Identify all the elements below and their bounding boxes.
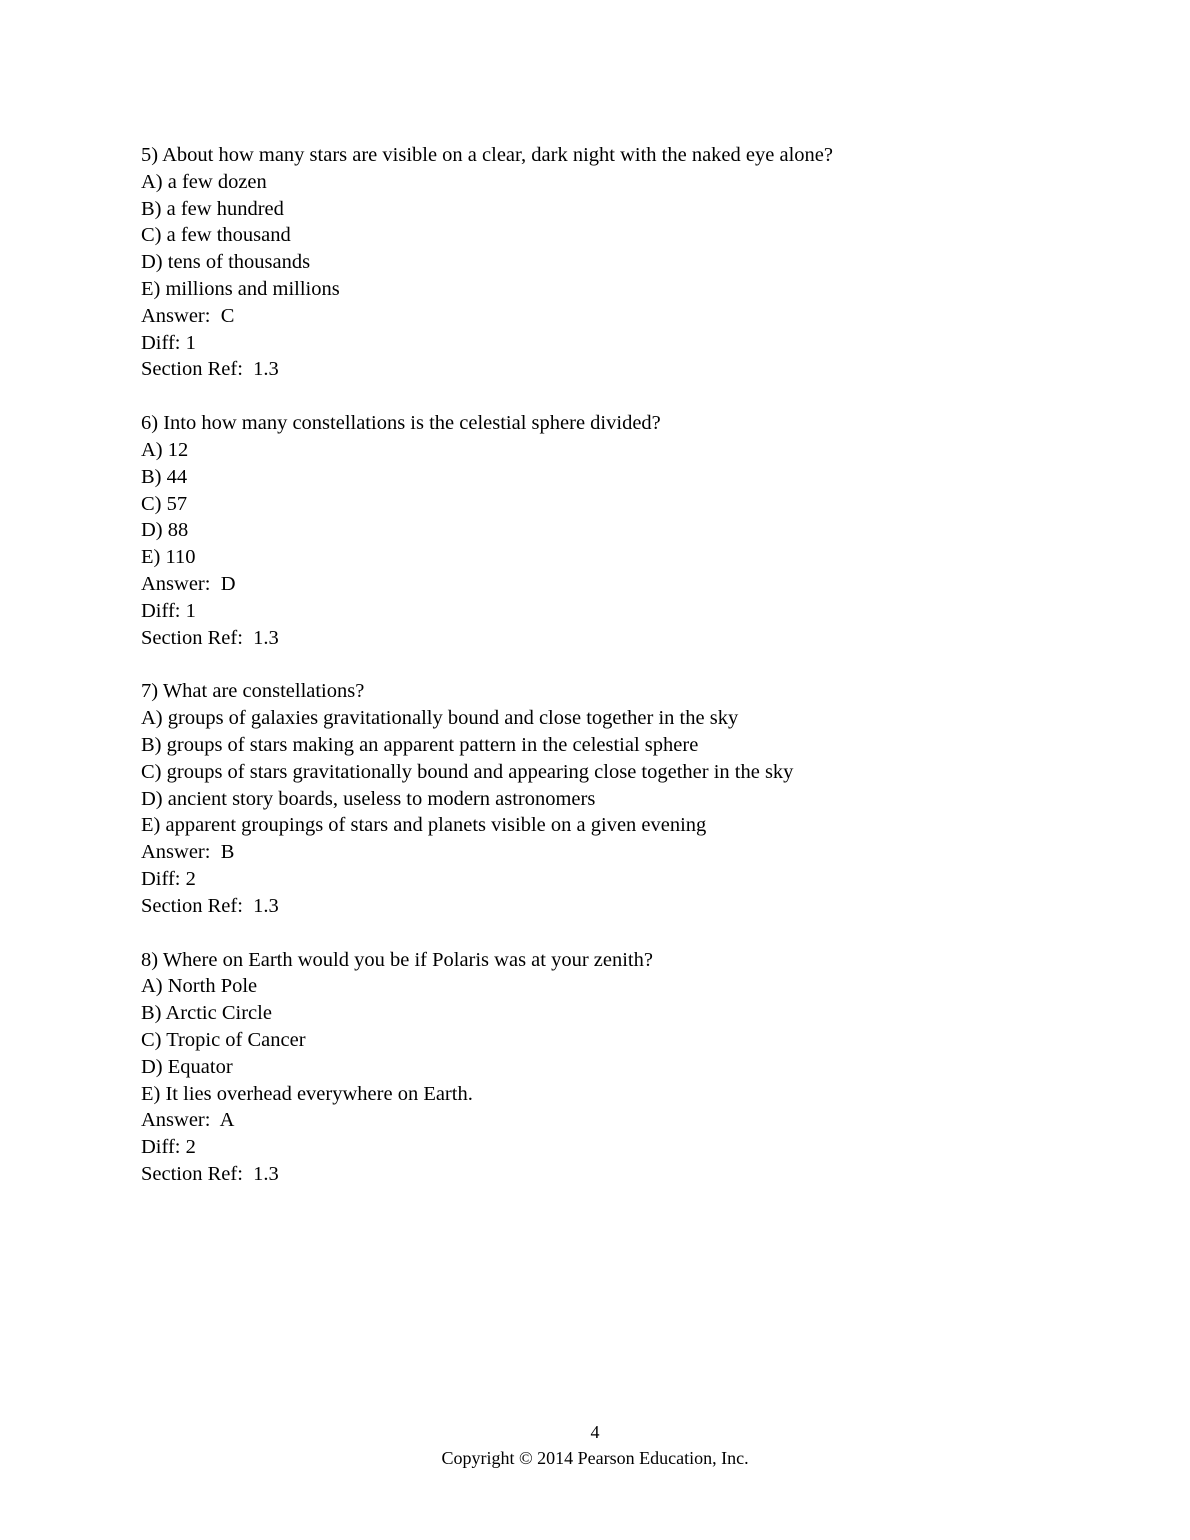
question-prompt: 8) Where on Earth would you be if Polaris was at your zenith? [141,948,653,971]
answer-line: Answer: A [141,1109,235,1132]
diff-line: Diff: 2 [141,867,196,890]
section-ref-line: Section Ref: 1.3 [141,358,279,381]
choice: E) 110 [141,546,196,569]
copyright-notice: Copyright © 2014 Pearson Education, Inc. [441,1448,749,1468]
choice: B) Arctic Circle [141,1002,272,1025]
choice: A) North Pole [141,975,258,998]
choice: C) 57 [141,492,188,515]
question-prompt: 5) About how many stars are visible on a clear, dark night with the naked eye alone? [141,144,833,166]
choice: C) Tropic of Cancer [141,1028,306,1051]
question-block [141,947,1080,1188]
choice: E) It lies overhead everywhere on Earth. [141,1082,473,1105]
section-ref-line: Section Ref: 1.3 [141,1162,279,1185]
diff-line: Diff: 1 [141,599,196,622]
choice: B) 44 [141,465,188,488]
choice: A) groups of galaxies gravitationally bound and close together in the sky [141,707,739,730]
question-block [141,142,1080,383]
question-prompt: 6) Into how many constellations is the celestial sphere divided? [141,412,661,435]
page-number: 4 [590,1422,600,1442]
choice: B) groups of stars making an apparent pattern in the celestial sphere [141,733,699,756]
choice: A) a few dozen [141,170,267,193]
answer-line: Answer: C [141,304,235,327]
diff-line: Diff: 2 [141,1136,196,1159]
choice: D) 88 [141,519,189,542]
choice: E) apparent groupings of stars and planets visible on a given evening [141,814,707,837]
question-block [141,678,1080,919]
choice: C) a few thousand [141,224,291,247]
document-page-content [141,142,1080,1215]
choice: D) tens of thousands [141,251,311,274]
question-block [141,410,1080,651]
choice: B) a few hundred [141,197,284,220]
choice: D) Equator [141,1055,233,1078]
choice: C) groups of stars gravitationally bound and appearing close together in the sky [141,760,794,783]
question-prompt: 7) What are constellations? [141,680,365,703]
choice: A) 12 [141,438,189,461]
answer-line: Answer: D [141,572,236,595]
choice: D) ancient story boards, useless to modern astronomers [141,787,596,810]
section-ref-line: Section Ref: 1.3 [141,626,279,649]
answer-line: Answer: B [141,841,235,864]
choice: E) millions and millions [141,277,340,300]
diff-line: Diff: 1 [141,331,196,354]
page-footer [0,1419,1190,1471]
section-ref-line: Section Ref: 1.3 [141,894,279,917]
